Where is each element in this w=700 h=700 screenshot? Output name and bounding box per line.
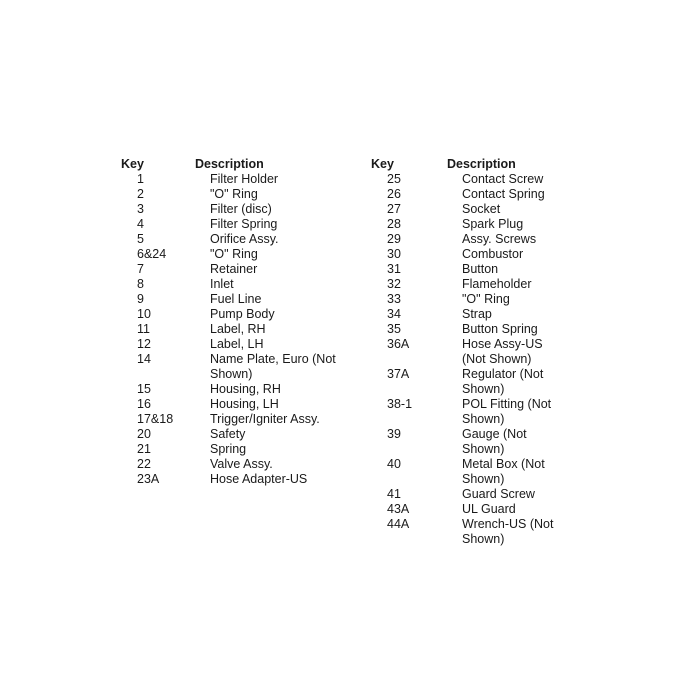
part-key: 29	[387, 232, 401, 246]
part-key: 14	[137, 352, 151, 366]
part-key: 17&18	[137, 412, 174, 426]
part-row	[371, 172, 561, 187]
part-key: 44A	[387, 517, 410, 531]
part-key: 8	[137, 277, 144, 291]
part-row	[371, 517, 561, 547]
part-key: 21	[137, 442, 151, 456]
part-description: Guard Screw	[462, 487, 535, 501]
part-key: 9	[137, 292, 144, 306]
part-key: 31	[387, 262, 401, 276]
description-header: Description	[447, 157, 516, 171]
part-description: Spring	[210, 442, 247, 456]
part-row	[371, 292, 561, 307]
part-description: Filter Spring	[210, 217, 278, 231]
part-row	[121, 217, 353, 232]
part-row	[371, 277, 561, 292]
part-row	[371, 397, 561, 427]
part-description: Housing, LH	[210, 397, 279, 411]
part-key: 26	[387, 187, 401, 201]
part-key: 27	[387, 202, 401, 216]
part-description: Strap	[462, 307, 492, 321]
part-description: Metal Box (Not Shown)	[462, 457, 545, 486]
part-key: 36A	[387, 337, 410, 351]
part-row	[121, 202, 353, 217]
part-row	[121, 307, 353, 322]
part-row	[371, 427, 561, 457]
part-key: 34	[387, 307, 401, 321]
part-row	[371, 322, 561, 337]
part-description: Hose Adapter-US	[210, 472, 308, 486]
part-key: 28	[387, 217, 401, 231]
part-description: Socket	[462, 202, 501, 216]
description-header: Description	[195, 157, 264, 171]
part-description: "O" Ring	[462, 292, 510, 306]
part-row	[121, 322, 353, 337]
part-key: 15	[137, 382, 151, 396]
key-header: Key	[371, 157, 394, 171]
part-description: "O" Ring	[210, 247, 258, 261]
part-row	[371, 217, 561, 232]
part-description: Hose Assy-US (Not Shown)	[462, 337, 543, 366]
part-key: 43A	[387, 502, 410, 516]
part-row	[371, 262, 561, 277]
part-description: Trigger/Igniter Assy.	[210, 412, 320, 426]
part-key: 3	[137, 202, 144, 216]
part-row	[121, 472, 353, 487]
part-key: 4	[137, 217, 144, 231]
part-row	[371, 247, 561, 262]
key-header: Key	[121, 157, 144, 171]
part-key: 6&24	[137, 247, 167, 261]
part-description: POL Fitting (Not Shown)	[462, 397, 552, 426]
part-row	[121, 337, 353, 352]
part-description: Assy. Screws	[462, 232, 537, 246]
part-key: 33	[387, 292, 401, 306]
part-key: 7	[137, 262, 144, 276]
part-key: 12	[137, 337, 151, 351]
part-key: 30	[387, 247, 401, 261]
part-description: Contact Spring	[462, 187, 545, 201]
part-key: 25	[387, 172, 401, 186]
part-description: Button	[462, 262, 499, 276]
part-key: 20	[137, 427, 151, 441]
part-description: Housing, RH	[210, 382, 281, 396]
part-description: Orifice Assy.	[210, 232, 279, 246]
part-description: Regulator (Not Shown)	[462, 367, 544, 396]
part-row	[371, 307, 561, 322]
parts-rows-left	[121, 172, 353, 487]
part-key: 11	[137, 322, 150, 336]
part-description: Contact Screw	[462, 172, 544, 186]
part-row	[371, 187, 561, 202]
part-description: Button Spring	[462, 322, 538, 336]
part-row	[371, 502, 561, 517]
part-description: Gauge (Not Shown)	[462, 427, 527, 456]
part-key: 37A	[387, 367, 410, 381]
part-row	[121, 232, 353, 247]
part-description: UL Guard	[462, 502, 516, 516]
part-description: Retainer	[210, 262, 258, 276]
part-description: Safety	[210, 427, 246, 441]
part-row	[121, 352, 353, 382]
part-key: 16	[137, 397, 151, 411]
part-row	[121, 382, 353, 397]
part-row	[371, 232, 561, 247]
part-row	[121, 292, 353, 307]
parts-rows-right	[371, 172, 561, 547]
part-key: 23A	[137, 472, 160, 486]
part-key: 2	[137, 187, 144, 201]
part-key: 10	[137, 307, 151, 321]
part-row	[121, 187, 353, 202]
part-key: 39	[387, 427, 401, 441]
part-row	[371, 367, 561, 397]
part-row	[371, 337, 561, 367]
part-key: 32	[387, 277, 401, 291]
part-row	[121, 247, 353, 262]
parts-list-left	[121, 157, 353, 487]
part-key: 22	[137, 457, 151, 471]
part-description: Name Plate, Euro (Not Shown)	[210, 352, 336, 381]
part-description: Valve Assy.	[210, 457, 273, 471]
part-key: 41	[387, 487, 401, 501]
part-description: Label, RH	[210, 322, 266, 336]
parts-list-right	[371, 157, 561, 547]
part-row	[371, 457, 561, 487]
table-header	[121, 157, 353, 172]
part-key: 1	[137, 172, 144, 186]
table-header	[371, 157, 561, 172]
part-row	[371, 487, 561, 502]
part-key: 35	[387, 322, 401, 336]
part-row	[371, 202, 561, 217]
part-row	[121, 412, 353, 427]
part-description: Pump Body	[210, 307, 275, 321]
part-row	[121, 457, 353, 472]
part-row	[121, 172, 353, 187]
part-description: Flameholder	[462, 277, 532, 291]
part-key: 38-1	[387, 397, 413, 411]
part-row	[121, 427, 353, 442]
part-row	[121, 442, 353, 457]
part-row	[121, 397, 353, 412]
part-description: Label, LH	[210, 337, 264, 351]
part-key: 40	[387, 457, 401, 471]
part-row	[121, 262, 353, 277]
part-description: Fuel Line	[210, 292, 262, 306]
part-description: Filter (disc)	[210, 202, 272, 216]
part-description: "O" Ring	[210, 187, 258, 201]
part-key: 5	[137, 232, 144, 246]
part-description: Combustor	[462, 247, 524, 261]
part-row	[121, 277, 353, 292]
part-description: Filter Holder	[210, 172, 279, 186]
part-description: Spark Plug	[462, 217, 524, 231]
part-description: Wrench-US (Not Shown)	[462, 517, 554, 546]
part-description: Inlet	[210, 277, 234, 291]
